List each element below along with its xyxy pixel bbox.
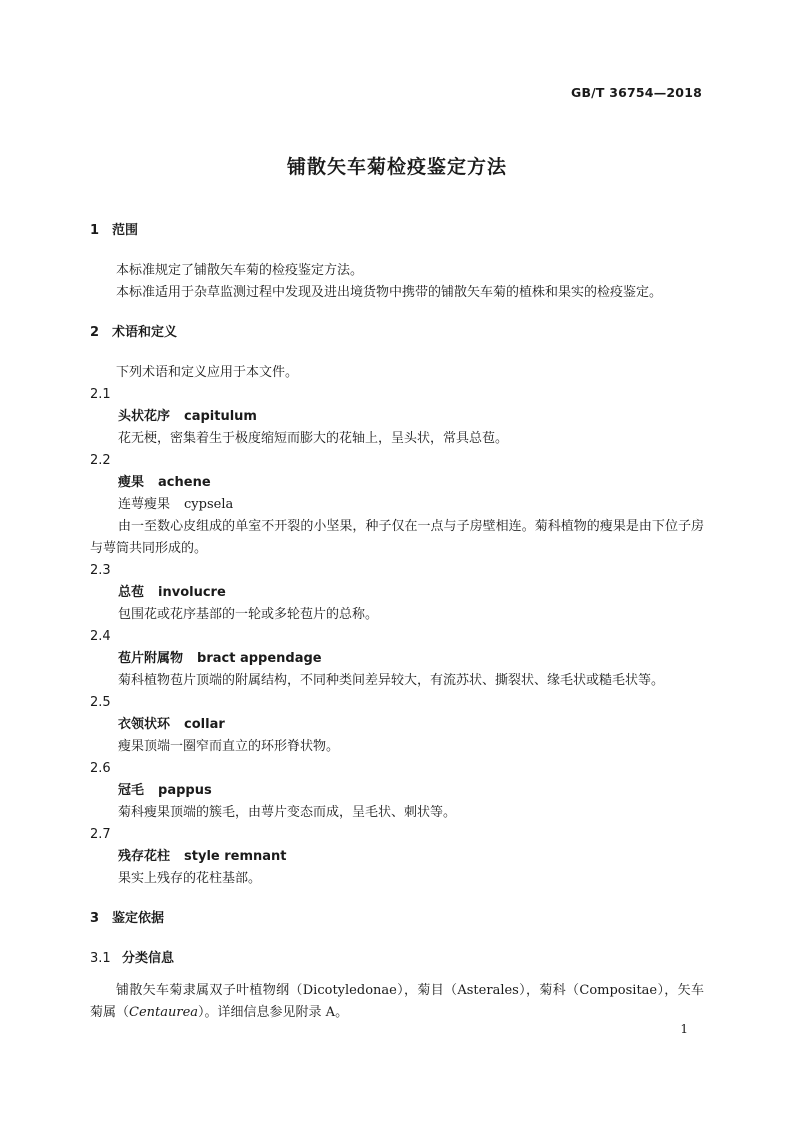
section-title: 鉴定依据 — [112, 911, 165, 926]
term-entry — [90, 472, 704, 494]
term-number: 2.3 — [90, 563, 111, 578]
genus-name: Centaurea — [129, 1005, 199, 1020]
term-definition: 瘦果顶端一圈窄而直立的环形脊状物。 — [118, 739, 340, 754]
section-1-heading — [90, 220, 704, 242]
term-number: 2.1 — [90, 387, 111, 402]
classification-text-end: ）。详细信息参见附录 A。 — [198, 1005, 349, 1020]
term-entry — [90, 714, 704, 736]
term-zh: 苞片附属物 — [118, 651, 184, 666]
term-definition: 菊科瘦果顶端的簇毛，由萼片变态而成，呈毛状、刺状等。 — [118, 805, 457, 820]
subsection-3-1-heading — [90, 948, 704, 970]
term-en: style remnant — [184, 849, 287, 864]
term-number: 2.6 — [90, 761, 111, 776]
term-zh: 头状花序 — [118, 409, 171, 424]
paragraph: 本标准适用于杂草监测过程中发现及进出境货物中携带的铺散矢车菊的植株和果实的检疫鉴定。 — [116, 285, 663, 300]
term-number: 2.5 — [90, 695, 111, 710]
subsection-title: 分类信息 — [122, 951, 175, 966]
section-3-heading — [90, 908, 704, 930]
term-entry — [90, 846, 704, 868]
paragraph — [90, 980, 704, 1024]
term-en: capitulum — [184, 409, 257, 424]
standard-code: GB/T 36754—2018 — [570, 85, 702, 100]
synonym-en: cypsela — [184, 497, 234, 512]
document-body — [90, 220, 704, 1024]
term-entry — [90, 582, 704, 604]
term-en: collar — [184, 717, 225, 732]
document-title: 铺散矢车菊检疫鉴定方法 — [286, 156, 507, 178]
synonym-zh: 连萼瘦果 — [118, 497, 171, 512]
term-number: 2.7 — [90, 827, 111, 842]
section-title: 范围 — [112, 223, 139, 238]
subsection-number: 3.1 — [90, 951, 111, 966]
term-en: pappus — [158, 783, 212, 798]
term-en: involucre — [158, 585, 226, 600]
term-definition: 果实上残存的花柱基部。 — [118, 871, 262, 886]
term-definition: 包围花或花序基部的一轮或多轮苞片的总称。 — [118, 607, 379, 622]
section-2-heading — [90, 322, 704, 344]
term-synonym — [90, 494, 704, 516]
term-number: 2.2 — [90, 453, 111, 468]
term-zh: 残存花柱 — [118, 849, 171, 864]
term-zh: 冠毛 — [118, 783, 145, 798]
term-zh: 瘦果 — [118, 475, 145, 490]
page-number: 1 — [680, 1022, 688, 1036]
term-entry — [90, 780, 704, 802]
term-number: 2.4 — [90, 629, 111, 644]
term-en: bract appendage — [197, 651, 322, 666]
term-definition: 菊科植物苞片顶端的附属结构，不同种类间差异较大，有流苏状、撕裂状、缘毛状或糙毛状等。 — [118, 673, 665, 688]
section-number: 2 — [90, 325, 100, 340]
paragraph: 本标准规定了铺散矢车菊的检疫鉴定方法。 — [116, 263, 364, 278]
term-definition: 由一至数心皮组成的单室不开裂的小坚果，种子仅在一点与子房壁相连。菊科植物的瘦果是由下位子房与萼筒共同形成的。 — [90, 519, 704, 556]
section-number: 1 — [90, 223, 100, 238]
term-zh: 总苞 — [118, 585, 145, 600]
section-number: 3 — [90, 911, 100, 926]
section-title: 术语和定义 — [112, 325, 178, 340]
term-zh: 衣领状环 — [118, 717, 171, 732]
classification-text: 铺散矢车菊隶属双子叶植物纲（Dicotyledonae），菊目（Asterales），菊科（Compositae），矢车菊属（ — [90, 983, 704, 1020]
paragraph: 下列术语和定义应用于本文件。 — [116, 365, 299, 380]
term-entry — [90, 406, 704, 428]
term-entry — [90, 648, 704, 670]
term-en: achene — [158, 475, 211, 490]
term-definition: 花无梗，密集着生于极度缩短而膨大的花轴上，呈头状，常具总苞。 — [118, 431, 509, 446]
